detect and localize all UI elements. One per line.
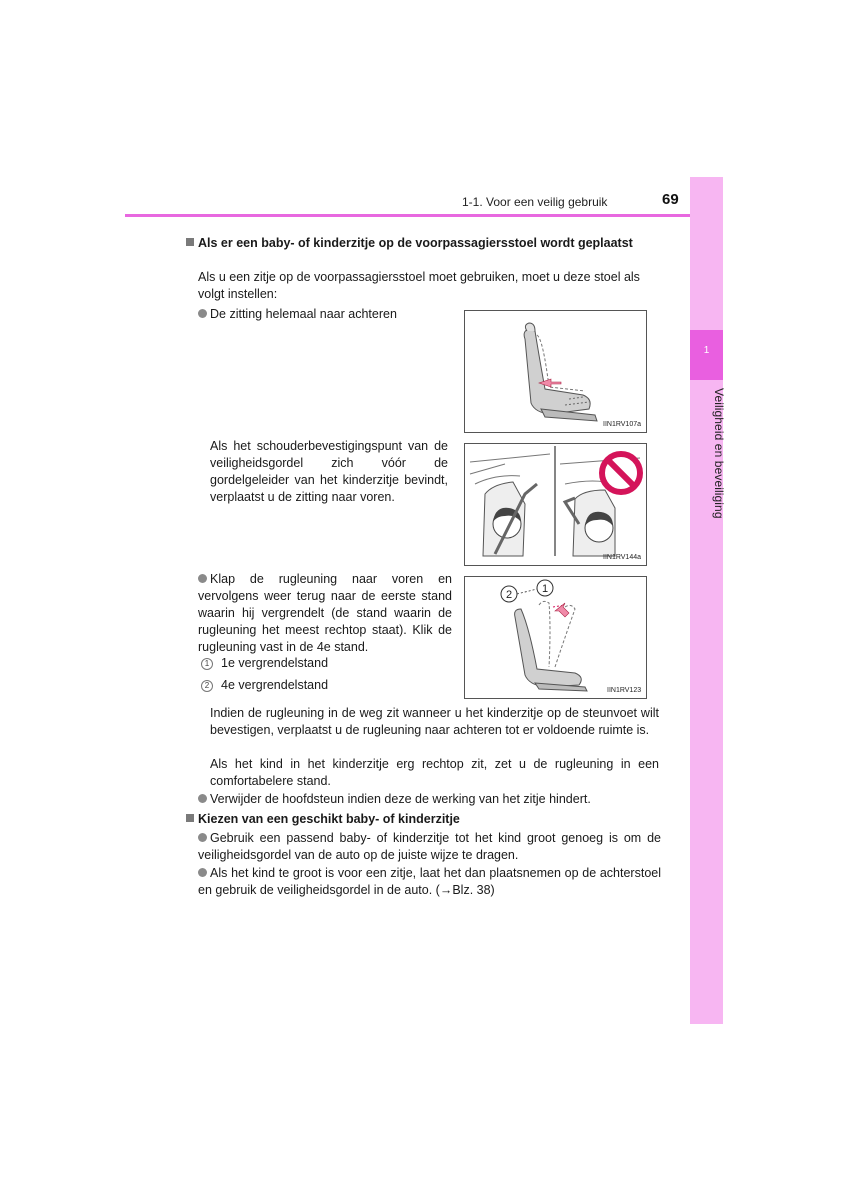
- para-rechtop: Als het kind in het kinderzitje erg rechtop zit, zet u de rugleuning in een comfortabelere stand.: [210, 757, 659, 788]
- square-bullet-icon: [186, 238, 194, 246]
- bullet-suitable-seat: Gebruik een passend baby- of kinderzitje tot het kind groot genoeg is om de veiligheidsgordel van de auto op de juiste wijze te dragen.: [198, 831, 661, 862]
- figure-seatback-positions: [464, 576, 647, 699]
- bullet-headrest: Verwijder de hoofdsteun indien deze de werking van het zitje hindert.: [198, 791, 661, 808]
- circled-number-icon: 2: [201, 680, 213, 692]
- square-bullet-icon: [186, 814, 194, 822]
- section1-heading: Als er een baby- of kinderzitje op de voorpassagiersstoel wordt geplaatst: [186, 235, 661, 252]
- round-bullet-icon: [198, 794, 207, 803]
- section-title: 1-1. Voor een veilig gebruik: [462, 195, 608, 209]
- header-divider: [125, 214, 723, 217]
- seatback-illustration: [465, 577, 646, 698]
- bullet-seatback-lock: Klap de rugleuning naar voren en vervolgens weer terug naar de eerste stand waarin hij vergrendelt (de stand waarin de rugleuning het meest rechtop staat). Klik de rugleuning vast in de 4e stand.: [198, 572, 452, 654]
- lock-position-item-1: 1 1e vergrendelstand: [201, 655, 451, 672]
- bullet-too-big: Als het kind te groot is voor een zitje, laat het dan plaatsnemen op de achterstoel en gebruik de veiligheidsgordel in de auto. (→Blz. 38): [198, 866, 661, 897]
- section2-heading: Kiezen van een geschikt baby- of kinderzitje: [186, 811, 661, 828]
- figure-caption: IIN1RV144a: [603, 554, 642, 561]
- round-bullet-icon: [198, 868, 207, 877]
- section1-intro: Als u een zitje op de voorpassagiersstoel moet gebruiken, moet u deze stoel als volgt instellen:: [198, 270, 640, 301]
- figure-seat-back: [464, 310, 647, 433]
- child-seat-illustration: [465, 444, 646, 565]
- callout-1: 1: [541, 583, 549, 595]
- figure-caption: IIN1RV123: [607, 687, 642, 694]
- round-bullet-icon: [198, 833, 207, 842]
- figure-caption: IIN1RV107a: [603, 421, 642, 428]
- page-number: 69: [662, 191, 679, 208]
- seat-illustration: [465, 311, 646, 432]
- chapter-label: Veiligheid en beveiliging: [712, 388, 726, 519]
- lock-position-item-2: 2 4e vergrendelstand: [201, 677, 451, 694]
- para-shoulder-anchor: Als het schouderbevestigingspunt van de veiligheidsgordel zich vóór de gordelgeleider van het kinderzitje bevindt, verplaatst u de zitting naar voren.: [210, 439, 448, 504]
- round-bullet-icon: [198, 574, 207, 583]
- para-steunvoet: Indien de rugleuning in de weg zit wanneer u het kinderzitje op de steunvoet wilt bevestigen, verplaatst u de rugleuning naar achteren tot er voldoende ruimte is.: [210, 706, 659, 737]
- round-bullet-icon: [198, 309, 207, 318]
- circled-number-icon: 1: [201, 658, 213, 670]
- bullet-seat-back: De zitting helemaal naar achteren: [198, 306, 458, 323]
- figure-shoulder-anchor: [464, 443, 647, 566]
- callout-2: 2: [505, 589, 513, 601]
- chapter-tab-strip: [690, 177, 723, 1024]
- chapter-number: 1: [703, 345, 710, 356]
